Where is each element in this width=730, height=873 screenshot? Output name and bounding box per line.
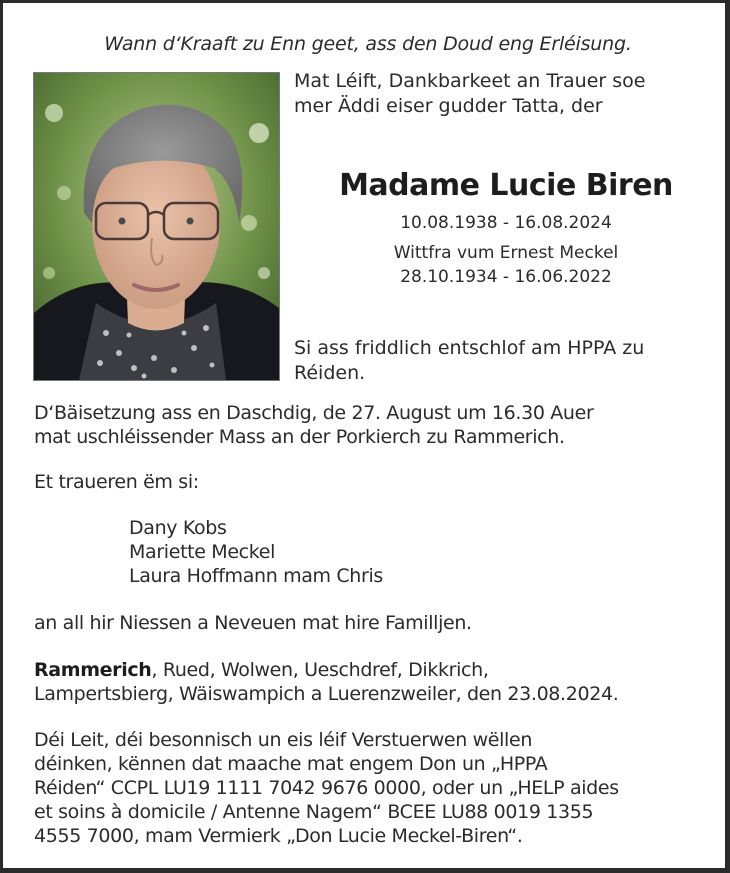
places-line-2: Lampertsbierg, Wäiswampich a Luerenzweiler, den 23.08.2024.: [34, 683, 619, 705]
mourners-list: [129, 516, 383, 588]
funeral-line: D‘Bäisetzung ass en Daschdig, de 27. August um 16.30 Auer: [34, 402, 594, 424]
mourner-name: Mariette Meckel: [129, 541, 276, 563]
places-line-1: [34, 658, 618, 682]
places-rest: , Rued, Wolwen, Ueschdref, Dikkrich,: [151, 659, 489, 681]
funeral-announcement: [34, 401, 593, 449]
life-dates: 10.08.1938 - 16.08.2024: [400, 213, 612, 233]
places-and-date: [34, 658, 618, 706]
donation-line: déinken, kënnen dat maache mat engem Don un „HPPA: [34, 753, 548, 775]
mourners-intro: Et traueren ëm si:: [34, 471, 199, 493]
passing-text: [294, 336, 644, 386]
motto-quote: Wann d‘Kraaft zu Enn geet, ass den Doud eng Erléisung.: [104, 33, 632, 55]
place-bold: Rammerich: [34, 659, 152, 681]
donation-text: [34, 728, 619, 848]
donation-line: et soins à domicile / Antenne Nagem“ BCEE LU88 0019 1355: [34, 801, 594, 823]
intro-line: mer Äddi eiser gudder Tatta, der: [294, 95, 603, 117]
donation-line: 4555 7000, mam Vermierk „Don Lucie Meckel-Biren“.: [34, 825, 523, 847]
widow-of: Wittfra vum Ernest Meckel: [393, 243, 619, 263]
intro-text: [294, 69, 645, 119]
portrait-photo: [34, 73, 279, 380]
intro-line: Mat Léift, Dankbarkeet an Trauer soe: [294, 70, 646, 92]
passing-line: Si ass friddlich entschlof am HPPA zu: [294, 337, 645, 359]
spouse-dates: 28.10.1934 - 16.06.2022: [400, 267, 612, 287]
relatives-text: an all hir Niessen a Neveuen mat hire Familljen.: [34, 612, 472, 634]
donation-line: Réiden“ CCPL LU19 1111 7042 9676 0000, oder un „HELP aides: [34, 777, 619, 799]
funeral-line: mat uschléissender Mass an der Porkierch zu Rammerich.: [34, 426, 565, 448]
mourner-name: Laura Hoffmann mam Chris: [129, 565, 383, 587]
portrait-photo-icon: [34, 73, 279, 380]
passing-line: Réiden.: [294, 362, 366, 384]
mourner-name: Dany Kobs: [129, 517, 227, 539]
donation-line: Déi Leit, déi besonnisch un eis léif Verstuerwen wëllen: [34, 729, 533, 751]
deceased-name: Madame Lucie Biren: [339, 168, 673, 203]
